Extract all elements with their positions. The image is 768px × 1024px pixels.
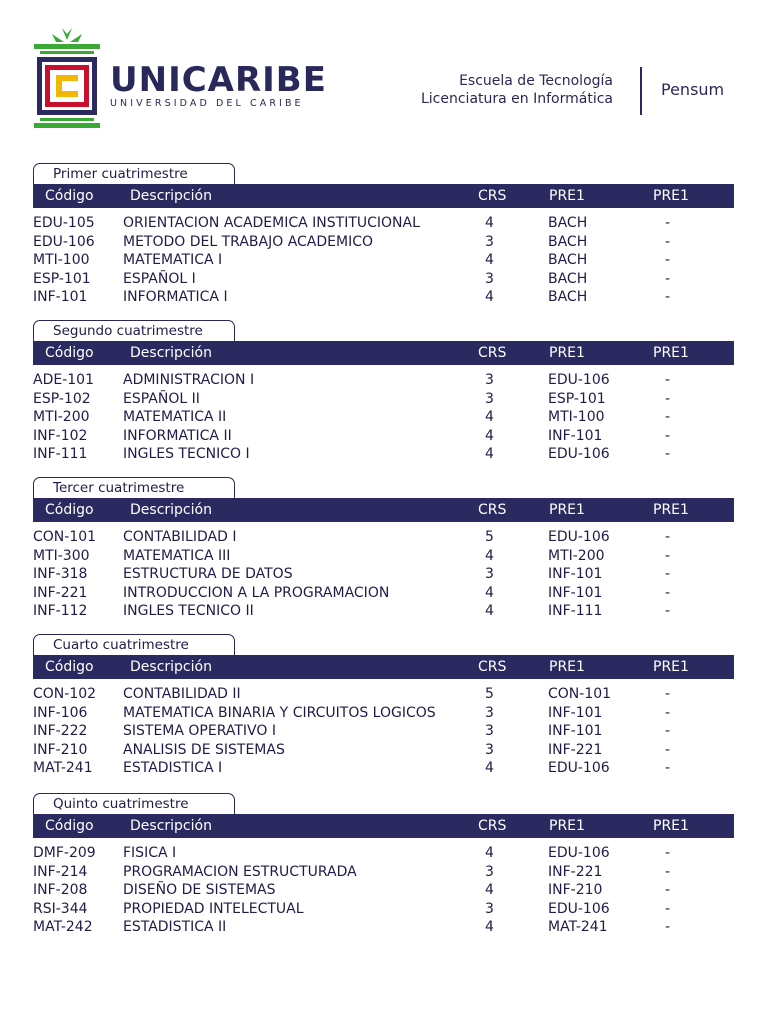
course-prerequisite-1: INF-101 [548,723,603,740]
course-prerequisite-1: CON-101 [548,686,612,702]
course-prerequisite-2: - [665,270,671,287]
course-credits: 4 [485,919,494,936]
course-prerequisite-2: - [665,252,671,269]
table-row [33,427,734,446]
course-credits: 4 [485,446,494,463]
course-description: METODO DEL TRABAJO ACADEMICO [123,233,374,250]
course-prerequisite-1: BACH [548,233,588,250]
course-list [33,528,734,621]
table-header [33,655,734,679]
course-prerequisite-1: INF-221 [548,741,603,758]
course-code: MAT-242 [33,919,93,936]
course-prerequisite-2: - [665,446,671,463]
course-prerequisite-1: MAT-241 [548,919,608,936]
semester-title: Segundo cuatrimestre [33,320,235,342]
table-row [33,881,734,900]
header-prerequisite-1: PRE1 [549,345,585,361]
course-description: ESPAÑOL I [123,270,196,287]
course-prerequisite-2: - [665,900,671,917]
course-code: EDU-106 [33,233,95,250]
course-prerequisite-2: - [665,289,671,306]
course-list [33,214,734,307]
semester-title: Primer cuatrimestre [33,163,235,185]
table-row [33,918,734,937]
course-prerequisite-1: ESP-101 [548,390,606,407]
course-prerequisite-1: INF-101 [548,584,603,601]
brand-name: UNICARIBE [110,60,327,100]
course-description: ANALISIS DE SISTEMAS [123,741,285,758]
course-description: ESTADISTICA I [123,760,223,777]
course-prerequisite-2: - [665,760,671,777]
course-credits: 4 [485,215,494,231]
course-code: CON-101 [33,529,97,545]
header-credits: CRS [478,818,507,834]
course-code: INF-214 [33,863,88,880]
header-code: Código [45,502,94,518]
course-code: CON-102 [33,686,97,702]
course-credits: 3 [485,233,494,250]
header-prerequisite-1: PRE1 [549,188,585,204]
course-credits: 3 [485,741,494,758]
header-credits: CRS [478,659,507,675]
table-row [33,759,734,778]
course-code: INF-112 [33,603,88,620]
table-header [33,498,734,522]
course-prerequisite-1: EDU-106 [548,900,610,917]
table-row [33,685,734,704]
course-description: INFORMATICA II [123,427,232,444]
semester-title: Quinto cuatrimestre [33,793,235,815]
course-code: INF-318 [33,566,88,583]
course-prerequisite-1: MTI-100 [548,409,605,426]
course-code: ADE-101 [33,372,94,388]
course-code: INF-210 [33,741,88,758]
course-description: ORIENTACION ACADEMICA INSTITUCIONAL [123,215,420,231]
table-row [33,408,734,427]
course-prerequisite-1: MTI-200 [548,547,605,564]
course-code: INF-222 [33,723,88,740]
course-prerequisite-2: - [665,409,671,426]
course-description: INGLES TECNICO I [123,446,250,463]
header-prerequisite-2: PRE1 [653,659,689,675]
course-description: FISICA I [123,845,177,861]
course-code: INF-102 [33,427,88,444]
course-description: ADMINISTRACION I [123,372,255,388]
course-prerequisite-1: EDU-106 [548,529,610,545]
course-credits: 4 [485,882,494,899]
course-prerequisite-1: INF-101 [548,704,603,721]
course-description: MATEMATICA I [123,252,223,269]
course-prerequisite-2: - [665,233,671,250]
course-description: CONTABILIDAD I [123,529,237,545]
course-description: INFORMATICA I [123,289,228,306]
semester-title: Cuarto cuatrimestre [33,634,235,656]
course-credits: 4 [485,409,494,426]
table-row [33,233,734,252]
table-row [33,270,734,289]
header-code: Código [45,659,94,675]
course-code: DMF-209 [33,845,96,861]
brand [110,62,327,109]
course-credits: 3 [485,372,494,388]
header-description: Descripción [130,818,212,834]
table-row [33,390,734,409]
header-prerequisite-1: PRE1 [549,818,585,834]
course-list [33,685,734,778]
course-credits: 4 [485,584,494,601]
course-credits: 4 [485,289,494,306]
header-prerequisite-1: PRE1 [549,502,585,518]
course-prerequisite-1: EDU-106 [548,446,610,463]
school-name: Escuela de Tecnología [459,73,613,89]
table-header [33,184,734,208]
course-credits: 3 [485,900,494,917]
course-code: INF-111 [33,446,88,463]
course-description: MATEMATICA III [123,547,231,564]
course-prerequisite-2: - [665,584,671,601]
course-prerequisite-2: - [665,723,671,740]
course-credits: 3 [485,566,494,583]
course-code: ESP-101 [33,270,91,287]
course-code: MTI-300 [33,547,90,564]
course-description: DISEÑO DE SISTEMAS [123,882,276,899]
course-prerequisite-1: BACH [548,252,588,269]
table-row [33,900,734,919]
table-header [33,814,734,838]
course-code: INF-221 [33,584,88,601]
table-row [33,844,734,863]
header-prerequisite-1: PRE1 [549,659,585,675]
course-description: MATEMATICA BINARIA Y CIRCUITOS LOGICOS [123,704,436,721]
course-prerequisite-1: EDU-106 [548,760,610,777]
course-prerequisite-2: - [665,427,671,444]
school-block [421,72,613,109]
course-prerequisite-1: INF-101 [548,566,603,583]
course-credits: 3 [485,390,494,407]
course-code: INF-106 [33,704,88,721]
table-row [33,547,734,566]
course-prerequisite-1: BACH [548,289,588,306]
course-prerequisite-2: - [665,686,671,702]
course-prerequisite-2: - [665,704,671,721]
header-prerequisite-2: PRE1 [653,818,689,834]
table-row [33,863,734,882]
course-code: RSI-344 [33,900,88,917]
table-row [33,722,734,741]
course-prerequisite-1: INF-210 [548,882,603,899]
header-prerequisite-2: PRE1 [653,345,689,361]
course-credits: 3 [485,704,494,721]
table-row [33,741,734,760]
header-code: Código [45,345,94,361]
course-description: ESTADISTICA II [123,919,227,936]
table-row [33,565,734,584]
course-list [33,844,734,937]
table-row [33,251,734,270]
course-prerequisite-2: - [665,529,671,545]
course-prerequisite-2: - [665,215,671,231]
course-code: MAT-241 [33,760,93,777]
course-description: ESPAÑOL II [123,390,200,407]
program-name: Licenciatura en Informática [420,91,613,107]
table-row [33,602,734,621]
table-row [33,371,734,390]
course-code: MTI-100 [33,252,90,269]
unicaribe-logo-icon [34,26,100,128]
course-prerequisite-1: EDU-106 [548,372,610,388]
course-description: PROGRAMACION ESTRUCTURADA [123,863,357,880]
course-description: CONTABILIDAD II [123,686,241,702]
table-row [33,288,734,307]
course-prerequisite-2: - [665,741,671,758]
course-credits: 3 [485,863,494,880]
semester-title: Tercer cuatrimestre [33,477,235,499]
header-description: Descripción [130,502,212,518]
brand-subtitle: UNIVERSIDAD DEL CARIBE [110,98,304,109]
table-row [33,214,734,233]
course-description: MATEMATICA II [123,409,227,426]
header-credits: CRS [478,345,507,361]
course-credits: 5 [485,529,494,545]
document-type: Pensum [661,80,725,99]
course-prerequisite-1: INF-101 [548,427,603,444]
table-header [33,341,734,365]
course-prerequisite-1: EDU-106 [548,845,610,861]
header-code: Código [45,818,94,834]
header-description: Descripción [130,345,212,361]
header-prerequisite-2: PRE1 [653,502,689,518]
course-credits: 4 [485,603,494,620]
table-row [33,584,734,603]
course-description: ESTRUCTURA DE DATOS [123,566,293,583]
course-credits: 4 [485,547,494,564]
table-row [33,445,734,464]
course-code: MTI-200 [33,409,90,426]
course-prerequisite-1: BACH [548,270,588,287]
course-credits: 3 [485,270,494,287]
course-prerequisite-1: BACH [548,215,588,231]
table-row [33,528,734,547]
header-credits: CRS [478,502,507,518]
course-credits: 5 [485,686,494,702]
table-row [33,704,734,723]
course-credits: 4 [485,252,494,269]
header-credits: CRS [478,188,507,204]
course-credits: 4 [485,427,494,444]
header-prerequisite-2: PRE1 [653,188,689,204]
course-prerequisite-1: INF-221 [548,863,603,880]
header-divider [640,67,642,115]
header-code: Código [45,188,94,204]
course-description: PROPIEDAD INTELECTUAL [123,900,304,917]
course-prerequisite-1: INF-111 [548,603,603,620]
course-prerequisite-2: - [665,882,671,899]
course-prerequisite-2: - [665,547,671,564]
header-description: Descripción [130,188,212,204]
course-description: INTRODUCCION A LA PROGRAMACION [123,584,390,601]
page-header [0,0,768,140]
course-prerequisite-2: - [665,603,671,620]
course-prerequisite-2: - [665,919,671,936]
course-code: ESP-102 [33,390,91,407]
course-list [33,371,734,464]
course-code: INF-101 [33,289,88,306]
course-prerequisite-2: - [665,845,671,861]
course-credits: 3 [485,723,494,740]
course-description: INGLES TECNICO II [123,603,254,620]
course-prerequisite-2: - [665,372,671,388]
course-prerequisite-2: - [665,863,671,880]
course-prerequisite-2: - [665,566,671,583]
course-description: SISTEMA OPERATIVO I [123,723,276,740]
header-description: Descripción [130,659,212,675]
course-credits: 4 [485,845,494,861]
course-prerequisite-2: - [665,390,671,407]
course-code: EDU-105 [33,215,95,231]
course-code: INF-208 [33,882,88,899]
course-credits: 4 [485,760,494,777]
